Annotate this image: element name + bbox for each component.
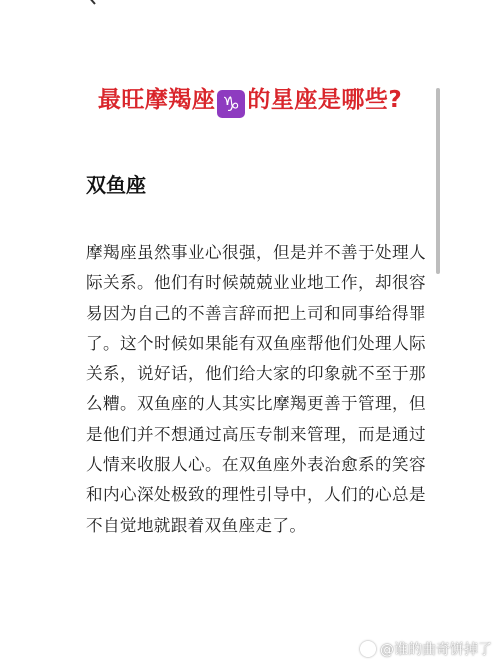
chevron-left-icon[interactable] [84,0,100,6]
camera-logo-icon [360,641,376,657]
article-title [0,84,500,118]
title-text-after: 的星座是哪些? [247,87,403,113]
capricorn-icon: ♑ [217,90,245,118]
watermark [360,639,492,659]
scrollbar[interactable] [436,88,440,274]
scrollbar-thumb[interactable] [436,88,440,274]
watermark-text: @谁的曲奇饼掉了 [380,642,492,658]
section-heading: 双鱼座 [86,173,146,197]
title-text-before: 最旺摩羯座 [97,87,216,113]
article-body: 摩羯座虽然事业心很强，但是并不善于处理人际关系。他们有时候兢兢业业地工作，却很容易因为自己的不善言辞而把上司和同事给得罪了。这个时候如果能有双鱼座帮他们处理人际关系，说好话，他们给大家的印象就不至于那么糟。双鱼座的人其实比摩羯更善于管理，但是他们并不想通过高压专制来管理，而是通过人情来收服人心。在双鱼座外表治愈系的笑容和内心深处极致的理性引导中，人们的心总是不自觉地就跟着双鱼座走了。 [86,243,426,535]
